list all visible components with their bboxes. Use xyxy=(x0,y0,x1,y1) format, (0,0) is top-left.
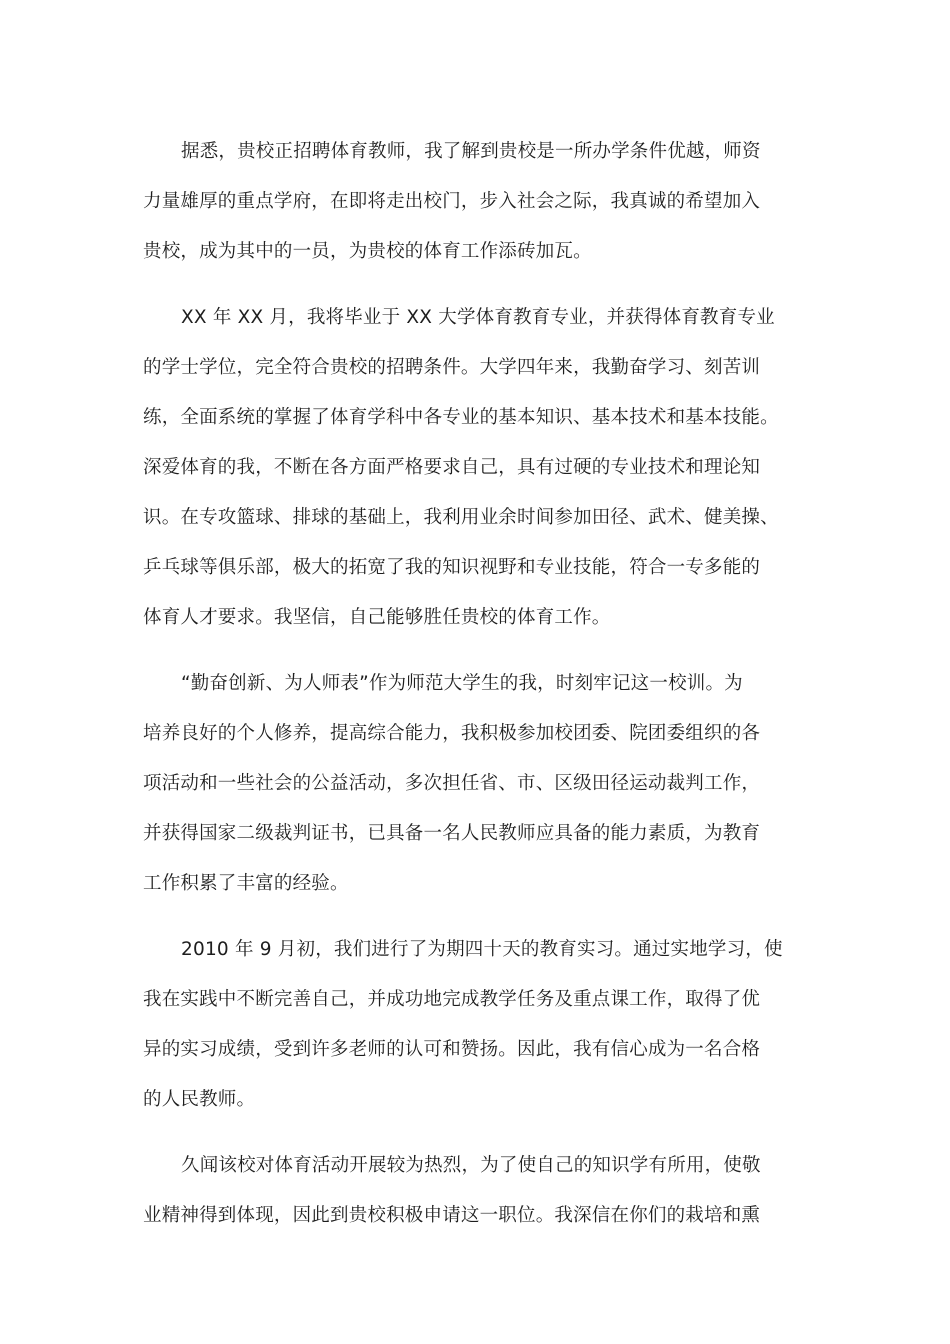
paragraph-education-background xyxy=(143,293,798,643)
text-line: 业精神得到体现，因此到贵校积极申请这一职位。我深信在你们的栽培和熏 xyxy=(143,1205,761,1226)
text-line: 识。在专攻篮球、排球的基础上，我利用业余时间参加田径、武术、健美操、 xyxy=(143,507,779,528)
text-line: 并获得国家二级裁判证书，已具备一名人民教师应具备的能力素质，为教育 xyxy=(143,823,761,844)
text-line: 项活动和一些社会的公益活动，多次担任省、市、区级田径运动裁判工作， xyxy=(143,773,761,794)
text-line: 据悉，贵校正招聘体育教师，我了解到贵校是一所办学条件优越，师资 xyxy=(181,141,761,162)
text-line: 贵校，成为其中的一员，为贵校的体育工作添砖加瓦。 xyxy=(143,241,592,262)
text-line: 2010 年 9 月初，我们进行了为期四十天的教育实习。通过实地学习，使 xyxy=(181,939,783,960)
text-line: 力量雄厚的重点学府，在即将走出校门，步入社会之际，我真诚的希望加入 xyxy=(143,191,761,212)
text-line: 的人民教师。 xyxy=(143,1089,256,1110)
text-line: 我在实践中不断完善自己，并成功地完成教学任务及重点课工作，取得了优 xyxy=(143,989,761,1010)
paragraph-application-intent xyxy=(143,127,798,277)
text-line: 久闻该校对体育活动开展较为热烈，为了使自己的知识学有所用，使敬 xyxy=(181,1155,761,1176)
text-line: XX 年 XX 月，我将毕业于 XX 大学体育教育专业，并获得体育教育专业 xyxy=(181,307,775,328)
text-line: 培养良好的个人修养，提高综合能力，我积极参加校团委、院团委组织的各 xyxy=(143,723,761,744)
text-line: 异的实习成绩，受到许多老师的认可和赞扬。因此，我有信心成为一名合格 xyxy=(143,1039,761,1060)
text-line: 的学士学位，完全符合贵校的招聘条件。大学四年来，我勤奋学习、刻苦训 xyxy=(143,357,761,378)
cover-letter-body xyxy=(143,127,798,1257)
text-line: 工作积累了丰富的经验。 xyxy=(143,873,349,894)
text-line: 深爱体育的我，不断在各方面严格要求自己，具有过硬的专业技术和理论知 xyxy=(143,457,761,478)
paragraph-internship xyxy=(143,925,798,1125)
paragraph-closing xyxy=(143,1141,798,1241)
paragraph-activities xyxy=(143,659,798,909)
text-line: “勤奋创新、为人师表”作为师范大学生的我，时刻牢记这一校训。为 xyxy=(181,673,743,694)
text-line: 体育人才要求。我坚信，自己能够胜任贵校的体育工作。 xyxy=(143,607,611,628)
text-line: 乒乓球等俱乐部，极大的拓宽了我的知识视野和专业技能，符合一专多能的 xyxy=(143,557,761,578)
text-line: 练，全面系统的掌握了体育学科中各专业的基本知识、基本技术和基本技能。 xyxy=(143,407,779,428)
